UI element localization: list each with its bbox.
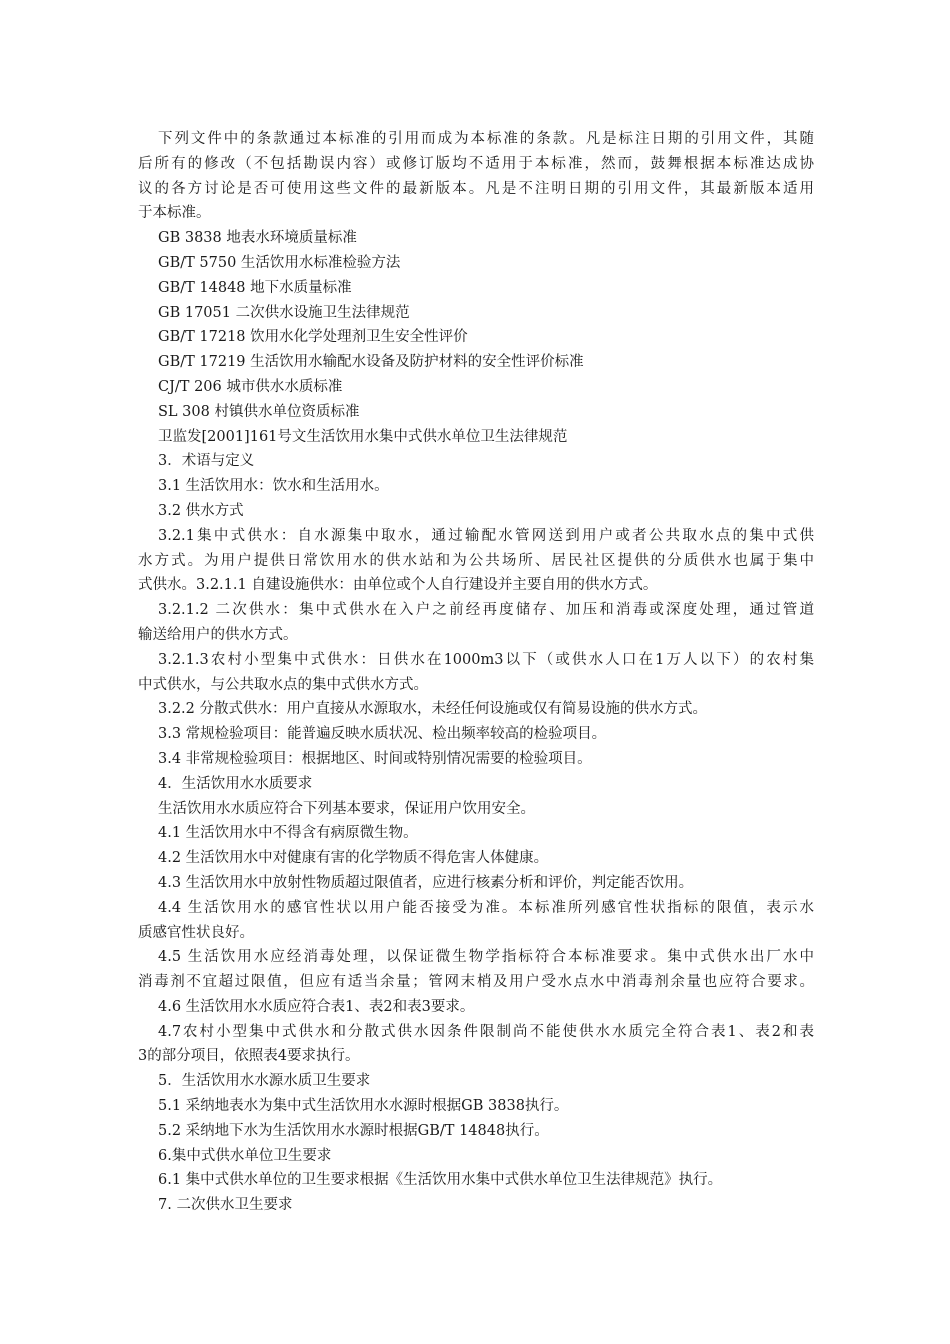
text-line: GB/T 17219 生活饮用水输配水设备及防护材料的安全性评价标准 xyxy=(158,354,584,371)
text-line: 3.3 常规检验项目：能普遍反映水质状况、检出频率较高的检验项目。 xyxy=(158,726,607,743)
text-line: 3．术语与定义 xyxy=(158,453,255,470)
text-line: 4.5 生活饮用水应经消毒处理，以保证微生物学指标符合本标准要求。集中式供水出厂水中 xyxy=(158,949,814,966)
text-line: 4.3 生活饮用水中放射性物质超过限值者，应进行核素分析和评价，判定能否饮用。 xyxy=(158,874,694,891)
text-line: GB/T 14848 地下水质量标准 xyxy=(158,279,352,296)
text-line: 5．生活饮用水水源水质卫生要求 xyxy=(158,1073,371,1090)
text-line: 4.6 生活饮用水水质应符合表1、表2和表3要求。 xyxy=(158,998,475,1015)
text-line: 卫监发[2001]161号文生活饮用水集中式供水单位卫生法律规范 xyxy=(158,428,568,445)
text-line: 3.1 生活饮用水：饮水和生活用水。 xyxy=(158,478,389,495)
text-line: 后所有的修改（不包括勘误内容）或修订版均不适用于本标准，然而，鼓舞根据本标准达成协 xyxy=(138,155,814,172)
text-line: 于本标准。 xyxy=(138,205,211,222)
text-line: 3.2.1.2 二次供水：集中式供水在入户之前经再度储存、加压和消毒或深度处理，通过管道 xyxy=(158,602,814,619)
text-line: 输送给用户的供水方式。 xyxy=(138,626,298,643)
text-line: GB/T 17218 饮用水化学处理剂卫生安全性评价 xyxy=(158,329,468,346)
text-line: CJ/T 206 城市供水水质标准 xyxy=(158,378,343,395)
text-line: GB 3838 地表水环境质量标准 xyxy=(158,230,357,247)
text-line: 4.4 生活饮用水的感官性状以用户能否接受为准。本标准所列感官性状指标的限值，表示水 xyxy=(158,899,814,916)
text-line: 4.1 生活饮用水中不得含有病原微生物。 xyxy=(158,825,418,842)
text-line: 3.4 非常规检验项目：根据地区、时间或特别情况需要的检验项目。 xyxy=(158,750,592,767)
text-line: 5.2 采纳地下水为生活饮用水水源时根据GB/T 14848执行。 xyxy=(158,1122,549,1139)
text-line: 4.2 生活饮用水中对健康有害的化学物质不得危害人体健康。 xyxy=(158,850,549,867)
text-line: 议的各方讨论是否可使用这些文件的最新版本。凡是不注明日期的引用文件，其最新版本适用 xyxy=(138,180,814,197)
text-line: 下列文件中的条款通过本标准的引用而成为本标准的条款。凡是标注日期的引用文件，其随 xyxy=(158,131,814,147)
text-line: 3.2.2 分散式供水：用户直接从水源取水，未经任何设施或仅有简易设施的供水方式。 xyxy=(158,701,708,718)
text-line: GB/T 5750 生活饮用水标准检验方法 xyxy=(158,254,401,271)
text-line: 生活饮用水水质应符合下列基本要求，保证用户饮用安全。 xyxy=(158,800,535,817)
text-line: 3.2 供水方式 xyxy=(158,502,244,519)
text-line: 中式供水，与公共取水点的集中式供水方式。 xyxy=(138,676,428,693)
text-line: 7. 二次供水卫生要求 xyxy=(158,1197,293,1214)
text-line: 6.1 集中式供水单位的卫生要求根据《生活饮用水集中式供水单位卫生法律规范》执行。 xyxy=(158,1172,723,1189)
text-line: 5.1 采纳地表水为集中式生活饮用水水源时根据GB 3838执行。 xyxy=(158,1098,569,1115)
text-line: SL 308 村镇供水单位资质标准 xyxy=(158,403,360,420)
text-line: 质感官性状良好。 xyxy=(138,924,254,941)
text-line: 消毒剂不宜超过限值，但应有适当余量；管网末梢及用户受水点水中消毒剂余量也应符合要求。 xyxy=(138,974,814,991)
text-line: 3的部分项目，依照表4要求执行。 xyxy=(138,1048,360,1065)
text-line: 式供水。3.2.1.1 自建设施供水：由单位或个人自行建设并主要自用的供水方式。 xyxy=(138,577,658,594)
text-line: 3.2.1.3农村小型集中式供水：日供水在1000m3以下（或供水人口在1万人以下）的农村集 xyxy=(158,651,814,668)
document-body xyxy=(138,127,814,1218)
text-line: 4.7农村小型集中式供水和分散式供水因条件限制尚不能使供水水质完全符合表1、表2和表 xyxy=(158,1023,814,1040)
text-line: 水方式。为用户提供日常饮用水的供水站和为公共场所、居民社区提供的分质供水也属于集中 xyxy=(138,552,814,569)
text-line: 6.集中式供水单位卫生要求 xyxy=(158,1147,332,1164)
text-line: 4．生活饮用水水质要求 xyxy=(158,775,313,792)
text-line: 3.2.1集中式供水：自水源集中取水，通过输配水管网送到用户或者公共取水点的集中式供 xyxy=(158,527,814,544)
text-line: GB 17051 二次供水设施卫生法律规范 xyxy=(158,304,410,321)
